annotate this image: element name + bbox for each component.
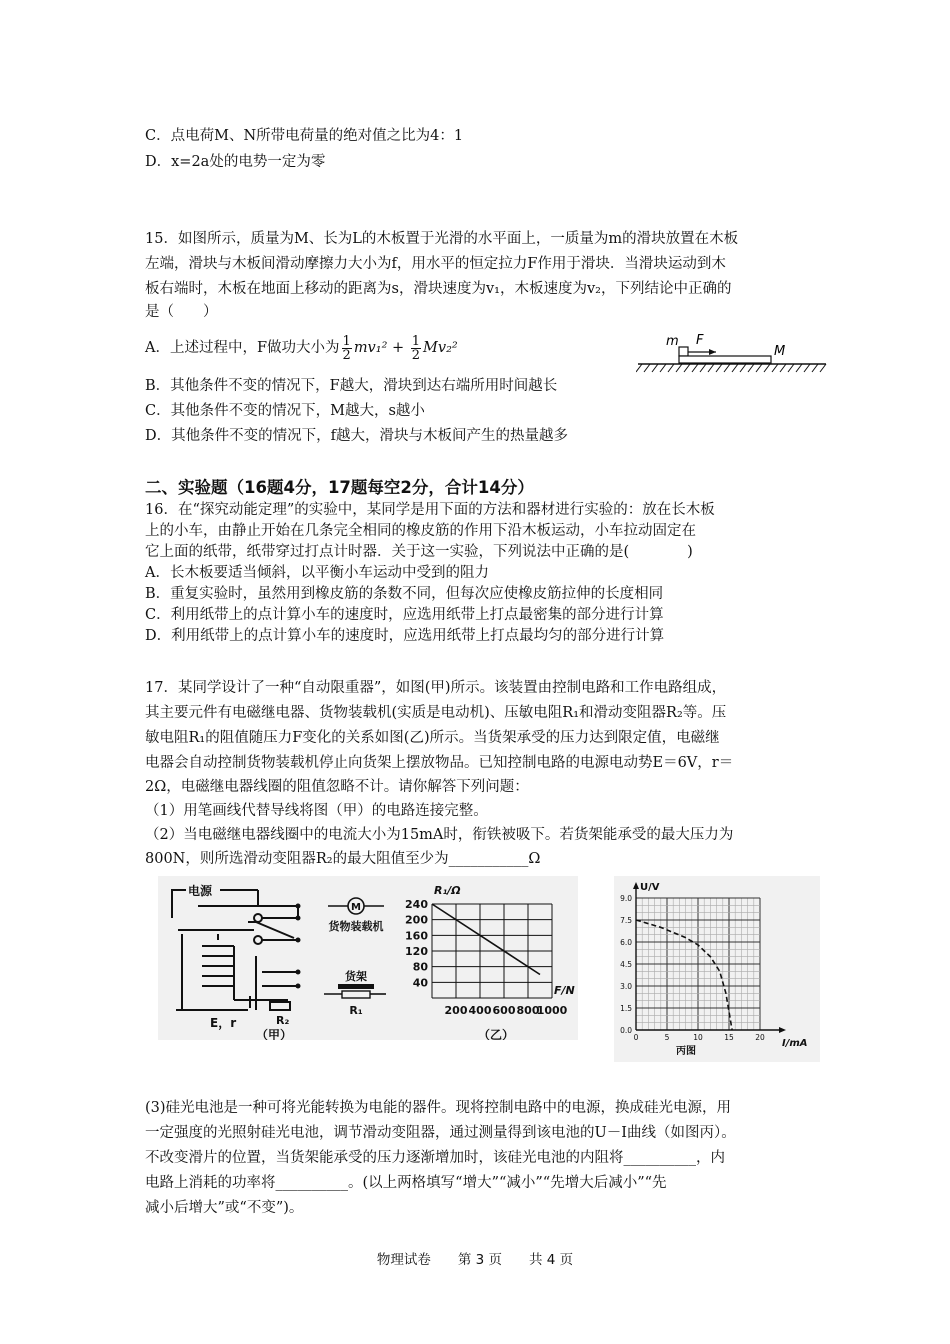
frac-num: 1	[411, 333, 421, 349]
yi-ytick: 160	[405, 929, 428, 943]
q17-part-3-line-4: 电路上消耗的功率将__________。(以上两格填写“增大”“减小”“先增大后减小”“先	[145, 1175, 667, 1191]
q15-option-c: C．其他条件不变的情况下，M越大，s越小	[145, 403, 425, 419]
motor-label: M	[351, 902, 361, 913]
section-title-experiment: 二、实验题（16题4分，17题每空2分，合计14分）	[145, 478, 534, 497]
frac-num: 1	[342, 333, 351, 349]
term-mv1: mv₁²	[353, 340, 388, 356]
q17-part-2-line-2: 800N，则所选滑动变阻器R₂的最大阻值至少为___________Ω	[145, 851, 541, 867]
bing-ytick: 0.0	[620, 1026, 632, 1035]
q17-part-3-line-2: 一定强度的光照射硅光电池，调节滑动变阻器，通过测量得到该电池的U－I曲线（如图丙）。	[145, 1125, 736, 1141]
yi-xtick: 200	[444, 1004, 468, 1017]
yi-xtick: 800	[516, 1004, 540, 1017]
yi-ylabel: R₁/Ω	[434, 884, 461, 897]
option-d-prev: D．x=2a处的电势一定为零	[145, 154, 326, 170]
q15-stem-2: 左端，滑块与木板间滑动摩擦力大小为f，用水平的恒定拉力F作用于滑块．当滑块运动到木	[145, 256, 726, 272]
q17-part-3-line-3: 不改变滑片的位置，当货架能承受的压力逐渐增加时，该硅光电池的内阻将__________，内	[145, 1150, 725, 1166]
q17-stem-1: 17．某同学设计了一种“自动限重器”，如图(甲)所示。该装置由控制电路和工作电路组成，	[145, 680, 727, 696]
q16-stem-3: 它上面的纸带，纸带穿过打点计时器．关于这一实验，下列说法中正确的是( )	[145, 544, 693, 560]
q16-option-b: B．重复实验时，虽然用到橡皮筋的条数不同，但每次应使橡皮筋拉伸的长度相同	[145, 586, 664, 602]
label-M: M	[774, 344, 786, 359]
slider-block	[679, 347, 688, 356]
figure-bing	[614, 876, 820, 1062]
yi-ytick: 200	[405, 913, 428, 927]
q15-option-b: B．其他条件不变的情况下，F越大，滑块到达右端所用时间越长	[145, 378, 558, 394]
q17-stem-4: 电器会自动控制货物装载机停止向货架上摆放物品。已知控制电路的电源电动势E＝6V，r＝	[145, 755, 734, 771]
ground-hatch	[636, 364, 826, 372]
bing-xlabel: I/mA	[782, 1038, 808, 1049]
frac-den: 2	[411, 347, 421, 363]
figure-jia-yi	[158, 876, 578, 1040]
board	[679, 356, 771, 363]
label-er: E，r	[210, 1016, 237, 1030]
q16-option-d: D．利用纸带上的点计算小车的速度时，应选用纸带上打点最均匀的部分进行计算	[145, 628, 665, 644]
bing-xtick: 20	[755, 1033, 765, 1042]
bing-ytick: 4.5	[620, 960, 632, 969]
q17-part-2-line-1: （2）当电磁继电器线圈中的电流大小为15mA时，衔铁被吸下。若货架能承受的最大压力为	[145, 827, 734, 843]
q17-stem-2: 其主要元件有电磁继电器、货物装载机(实质是电动机)、压敏电阻R₁和滑动变阻器R₂等。压	[145, 705, 727, 721]
fraction-half-1	[342, 335, 352, 362]
q15-stem-4: 是（ ）	[145, 304, 218, 320]
q15-stem-1: 15．如图所示，质量为M、长为L的木板置于光滑的水平面上，一质量为m的滑块放置在木板	[145, 231, 739, 247]
q15-board-figure	[636, 330, 828, 376]
q17-part-1: （1）用笔画线代替导线将图（甲）的电路连接完整。	[145, 803, 488, 819]
page-footer: 物理试卷 第 3 页 共 4 页	[376, 1252, 574, 1268]
caption-bing: 丙图	[676, 1046, 696, 1057]
bing-ytick: 3.0	[620, 982, 632, 991]
term-mv2: Mv₂²	[423, 340, 458, 356]
yi-ytick: 120	[405, 945, 428, 958]
label-shelf: 货架	[345, 970, 367, 983]
shelf-plate	[338, 984, 374, 989]
option-c-prev: C．点电荷M、N所带电荷量的绝对值之比为4：1	[145, 128, 464, 144]
fraction-half-2	[411, 335, 421, 362]
caption-jia: （甲）	[256, 1028, 293, 1040]
q17-stem-5: 2Ω，电磁继电器线圈的阻值忽略不计。请你解答下列问题：	[145, 779, 529, 795]
q15-option-d: D．其他条件不变的情况下，f越大，滑块与木板间产生的热量越多	[145, 428, 568, 444]
yi-xtick: 600	[492, 1004, 516, 1017]
yi-xtick: 400	[468, 1004, 492, 1017]
plus-sign: +	[392, 340, 405, 356]
bing-ytick: 9.0	[620, 894, 632, 903]
bing-ylabel: U/V	[640, 882, 660, 893]
yi-xlabel: F/N	[554, 984, 575, 997]
yi-xtick: 1000	[536, 1004, 568, 1017]
q15-option-a-prefix: A．上述过程中，F做功大小为	[145, 340, 340, 356]
bing-xtick: 10	[693, 1033, 703, 1042]
label-F: F	[696, 333, 704, 348]
q15-option-a	[145, 333, 458, 363]
bing-ytick: 1.5	[620, 1004, 632, 1013]
q15-stem-3: 板右端时，木板在地面上移动的距离为s，滑块速度为v₁，木板速度为v₂，下列结论中正确的	[145, 281, 732, 297]
yi-ytick: 240	[405, 898, 428, 911]
yi-ytick: 40	[412, 976, 428, 990]
q16-stem-2: 上的小车，由静止开始在几条完全相同的橡皮筋的作用下沿木板运动，小车拉动固定在	[145, 523, 696, 539]
q17-part-3-line-1: (3)硅光电池是一种可将光能转换为电能的器件。现将控制电路中的电源，换成硅光电源，用	[145, 1100, 732, 1116]
q17-part-3-line-5: 减小后增大”或“不变”)。	[145, 1200, 304, 1216]
bing-xtick: 5	[664, 1033, 670, 1042]
bing-ytick: 7.5	[620, 916, 632, 925]
q16-option-c: C．利用纸带上的点计算小车的速度时，应选用纸带上打点最密集的部分进行计算	[145, 607, 664, 623]
label-m: m	[666, 334, 679, 349]
label-power: 电源	[188, 884, 213, 898]
bing-xtick: 0	[633, 1033, 639, 1042]
label-loader: 货物装载机	[328, 920, 384, 933]
bing-xtick: 15	[724, 1033, 734, 1042]
frac-den: 2	[342, 347, 351, 363]
q16-stem-1: 16．在“探究动能定理”的实验中，某同学是用下面的方法和器材进行实验的：放在长木板	[145, 502, 715, 518]
q17-stem-3: 敏电阻R₁的阻值随压力F变化的关系如图(乙)所示。当货架承受的压力达到限定值，电磁继	[145, 730, 720, 746]
q16-option-a: A．长木板要适当倾斜，以平衡小车运动中受到的阻力	[145, 565, 489, 581]
label-r2: R₂	[276, 1014, 290, 1027]
caption-yi: （乙）	[478, 1028, 515, 1040]
bing-ytick: 6.0	[620, 938, 632, 947]
yi-ytick: 80	[412, 960, 428, 974]
label-r1: R₁	[349, 1004, 363, 1017]
